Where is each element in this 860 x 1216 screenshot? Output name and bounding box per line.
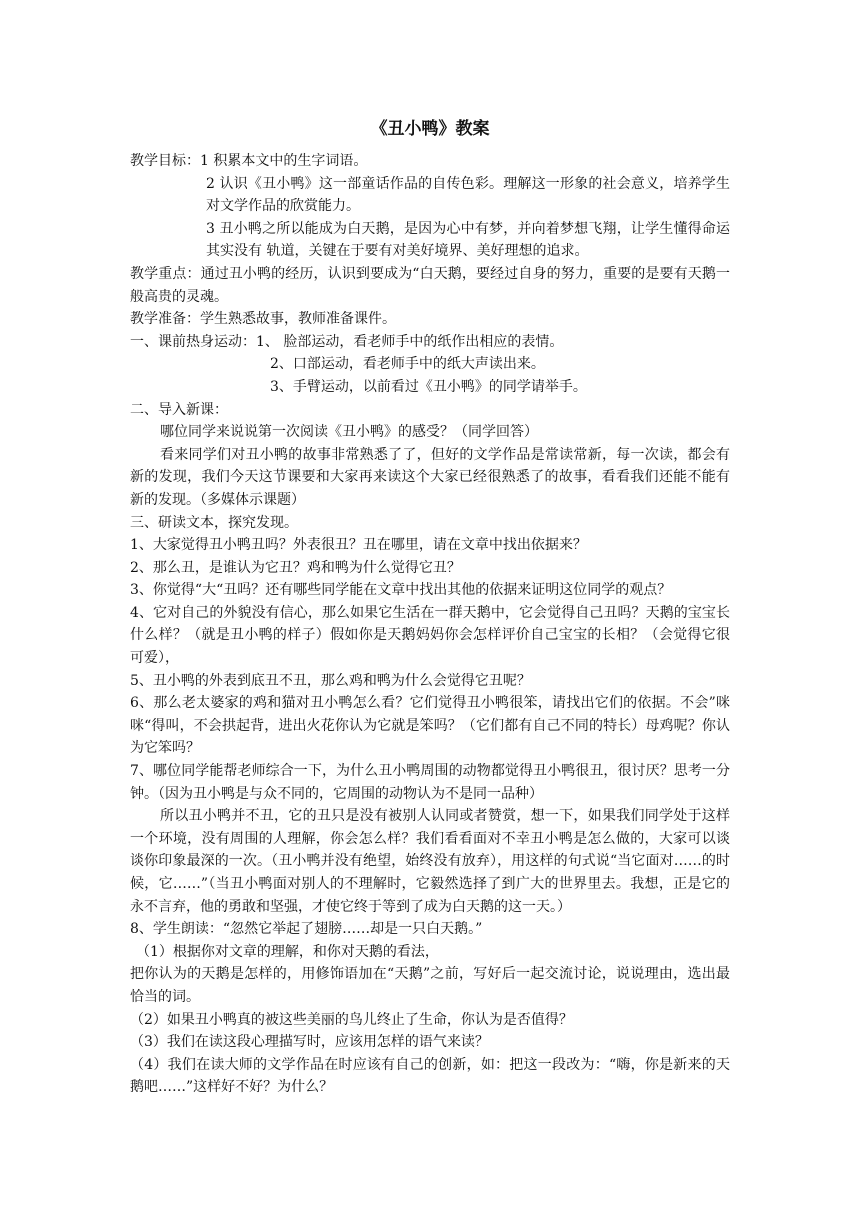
key-point: 教学重点：通过丑小鸭的经历，认识到要成为“白天鹅，要经过自身的努力，重要的是要有天鹅一般高贵的灵魂。 <box>130 265 730 305</box>
question-7: 7、哪位同学能帮老师综合一下，为什么丑小鸭周围的动物都觉得丑小鸭很丑，很讨厌？思考一分钟。（因为丑小鸭是与众不同的，它周围的动物认为不是同一品种） <box>130 763 730 802</box>
intro-paragraph: 看来同学们对丑小鸭的故事非常熟悉了了，但好的文学作品是常读常新，每一次读，都会有新的发现，我们今天这节课要和大家再来读这个大家已经很熟悉了的故事，看看我们还能不能有新的发现。（多媒体示课题） <box>130 446 730 508</box>
question-6: 6、那么老太婆家的鸡和猫对丑小鸭怎么看？它们觉得丑小鸭很笨，请找出它们的依据。不会”咪咪“得叫，不会拱起背，进出火花你认为它就是笨吗？（它们都有自己不同的特长）母鸡呢？你认为它笨吗？ <box>130 695 730 757</box>
preparation: 教学准备：学生熟悉故事，教师准备课件。 <box>130 311 396 328</box>
question-1: 1、大家觉得丑小鸭丑吗？外表很丑？丑在哪里，请在文章中找出依据来？ <box>130 537 587 554</box>
question-3: 3、你觉得“大“丑吗？还有哪些同学能在文章中找出其他的依据来证明这位同学的观点？ <box>130 582 672 599</box>
goal-line-2: 2 认识《丑小鸭》这一部童话作品的自传色彩。理解这一形象的社会意义，培养学生对文学作品的欣赏能力。 <box>206 175 730 215</box>
section-study-heading: 三、研读文本，探究发现。 <box>130 514 298 531</box>
sub-question-1-detail: 把你认为的天鹅是怎样的，用修饰语加在“天鹅”之前，写好后一起交流讨论，说说理由，选出最恰当的词。 <box>130 966 730 1005</box>
section-intro-heading: 二、导入新课： <box>130 401 228 418</box>
document-body <box>130 150 730 1099</box>
sub-question-1: （1）根据你对文章的理解，和你对天鹅的看法， <box>136 943 439 960</box>
discussion-paragraph: 所以丑小鸭并不丑，它的丑只是没有被别人认同或者赞赏，想一下，如果我们同学处于这样一个环境，没有周围的人理解，你会怎么样？我们看看面对不幸丑小鸭是怎么做的，大家可以谈谈你印象最深的一次。（丑小鸭并没有绝望，始终没有放弃），用这样的句式说“当它面对……的时候，它……”（当丑小鸭面对别人的不理解时，它毅然选择了到广大的世界里去。我想，正是它的永不言弃，他的勇敢和坚强，才使它终于等到了成为白天鹅的这一天。） <box>130 808 730 915</box>
sub-question-3: （3）我们在读这段心理描写时，应该用怎样的语气来读？ <box>130 1034 489 1051</box>
sub-question-2: （2）如果丑小鸭真的被这些美丽的鸟儿终止了生命，你认为是否值得？ <box>130 1011 573 1028</box>
goal-line-1: 教学目标：1 积累本文中的生字词语。 <box>130 153 368 169</box>
warmup-line-1: 一、课前热身运动：1、 脸部运动，看老师手中的纸作出相应的表情。 <box>130 333 564 350</box>
goal-line-3: 3 丑小鸭之所以能成为白天鹅，是因为心中有梦，并向着梦想飞翔，让学生懂得命运其实没有 轨道，关键在于要有对美好境界、美好理想的追求。 <box>206 220 730 260</box>
question-5: 5、丑小鸭的外表到底丑不丑，那么鸡和鸭为什么会觉得它丑呢？ <box>130 672 531 689</box>
question-2: 2、那么丑，是谁认为它丑？鸡和鸭为什么觉得它丑？ <box>130 559 461 576</box>
intro-question: 哪位同学来说说第一次阅读《丑小鸭》的感受？（同学回答） <box>160 424 538 441</box>
question-4: 4、它对自己的外貌没有信心，那么如果它生活在一群天鹅中，它会觉得自己丑吗？天鹅的宝宝长什么样？（就是丑小鸭的样子）假如你是天鹅妈妈你会怎样评价自己宝宝的长相？（会觉得它很可爱）， <box>130 604 730 667</box>
warmup-line-3: 3、手臂运动，以前看过《丑小鸭》的同学请举手。 <box>270 378 587 395</box>
document-title: 《丑小鸭》教案 <box>370 119 490 139</box>
warmup-line-2: 2、口部运动，看老师手中的纸大声读出来。 <box>270 356 545 373</box>
sub-question-4: （4）我们在读大师的文学作品在时应该有自己的创新，如：把这一段改为：“嗨，你是新来的天鹅吧……”这样好不好？为什么？ <box>130 1056 730 1096</box>
question-8: 8、学生朗读：“忽然它举起了翅膀……却是一只白天鹅。” <box>130 921 483 938</box>
